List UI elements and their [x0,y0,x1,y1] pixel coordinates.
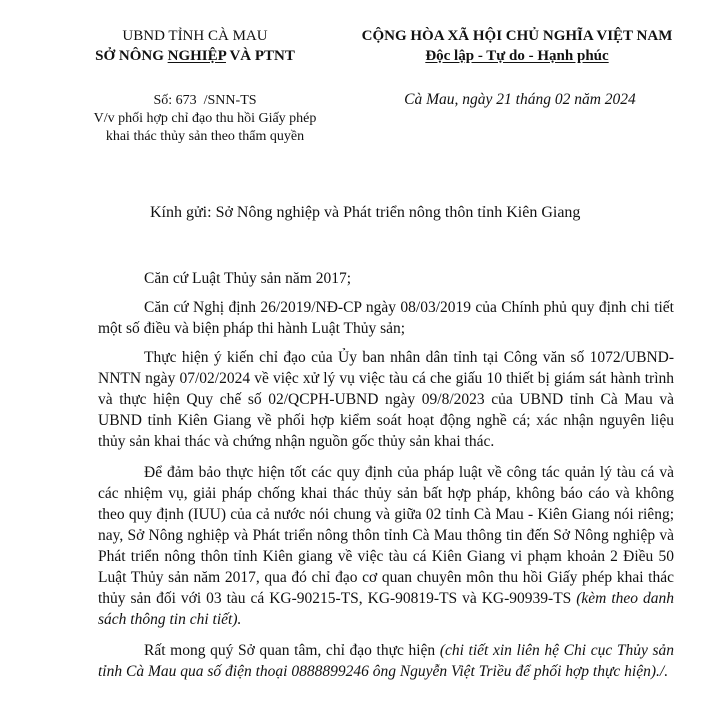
document-number: Số: 673 /SNN-TS [153,93,257,108]
national-motto [352,46,682,66]
department-name-part3: VÀ PTNT [225,48,295,64]
national-motto-text: Độc lập - Tự do - Hạnh phúc [425,48,609,64]
letter-body [98,268,674,692]
paragraph-legal-basis-2: Căn cứ Nghị định 26/2019/NĐ-CP ngày 08/03/2019 của Chính phủ quy định chi tiết một số điều và biện pháp thi hành Luật Thủy sản; [98,299,674,337]
paragraph-implementation: Thực hiện ý kiến chỉ đạo của Ủy ban nhân dân tỉnh tại Công văn số 1072/UBND-NNTN ngày 07/02/2024 về việc xử lý vụ việc tàu cá che giấu 10 thiết bị giám sát hành trình và thực hiện Quy chế số 02/QCPH-UBND ngày 09/8/2023 của UBND tỉnh Cà Mau và UBND tỉnh Kiên Giang về phối hợp kiểm soát hoạt động nghề cá; xác nhận nguyên liệu thủy sản khai thác và chứng nhận nguồn gốc thủy sản khai thác. [98,349,674,450]
paragraph-closing [98,640,674,682]
paragraph-closing-text: Rất mong quý Sở quan tâm, chỉ đạo thực hiện [144,642,440,659]
paragraph-closing-contact: (chi tiết xin liên hệ Chi cục Thủy sản tỉnh Cà Mau qua số điện thoại 0888899246 ông Nguyễn Việt Triều để phối hợp thực hiện)./. [98,642,675,680]
paragraph-legal-basis-1: Căn cứ Luật Thủy sản năm 2017; [144,270,351,287]
subject-line-2: khai thác thủy sản theo thẩm quyền [105,129,305,144]
paragraph-request [98,462,674,630]
department-name-part2: NGHIỆP [167,48,226,64]
paragraph-request-text: Để đảm bảo thực hiện tốt các quy định của pháp luật về công tác quản lý tàu cá và các nhiệm vụ, giải pháp chống khai thác thủy sản bất hợp pháp, không báo cáo và không theo quy định (IUU) của cả nước nói chung và giữa 02 tỉnh Cà Mau - Kiên Giang nói riêng; nay, Sở Nông nghiệp và Phát triển nông thôn tỉnh Cà Mau thông tin đến Sở Nông nghiệp và Phát triển nông thôn tỉnh Kiên giang về việc tàu cá Kiên Giang vi phạm khoản 2 Điều 50 Luật Thủy sản năm 2017, qua đó chỉ đạo cơ quan chuyên môn thu hồi Giấy phép khai thác thủy sản đối với 03 tàu cá KG-90215-TS, KG-90819-TS và KG-90939-TS [98,464,674,607]
issuing-agency-block [60,26,330,66]
nation-name: CỘNG HÒA XÃ HỘI CHỦ NGHĨA VIỆT NAM [361,28,673,44]
recipient: Kính gửi: Sở Nông nghiệp và Phát triển nông thôn tỉnh Kiên Giang [150,204,581,221]
department-name-part1: SỞ NÔNG [95,48,168,64]
province-committee: UBND TỈNH CÀ MAU [122,28,268,44]
issue-date: Cà Mau, ngày 21 tháng 02 năm 2024 [404,91,636,108]
document-reference [70,92,340,146]
department-name [60,46,330,66]
paragraph-request-note: (kèm theo danh sách thông tin chi tiết). [98,590,674,628]
subject-line-1: V/v phối hợp chỉ đạo thu hồi Giấy phép [93,111,317,126]
national-motto-block [352,26,682,66]
